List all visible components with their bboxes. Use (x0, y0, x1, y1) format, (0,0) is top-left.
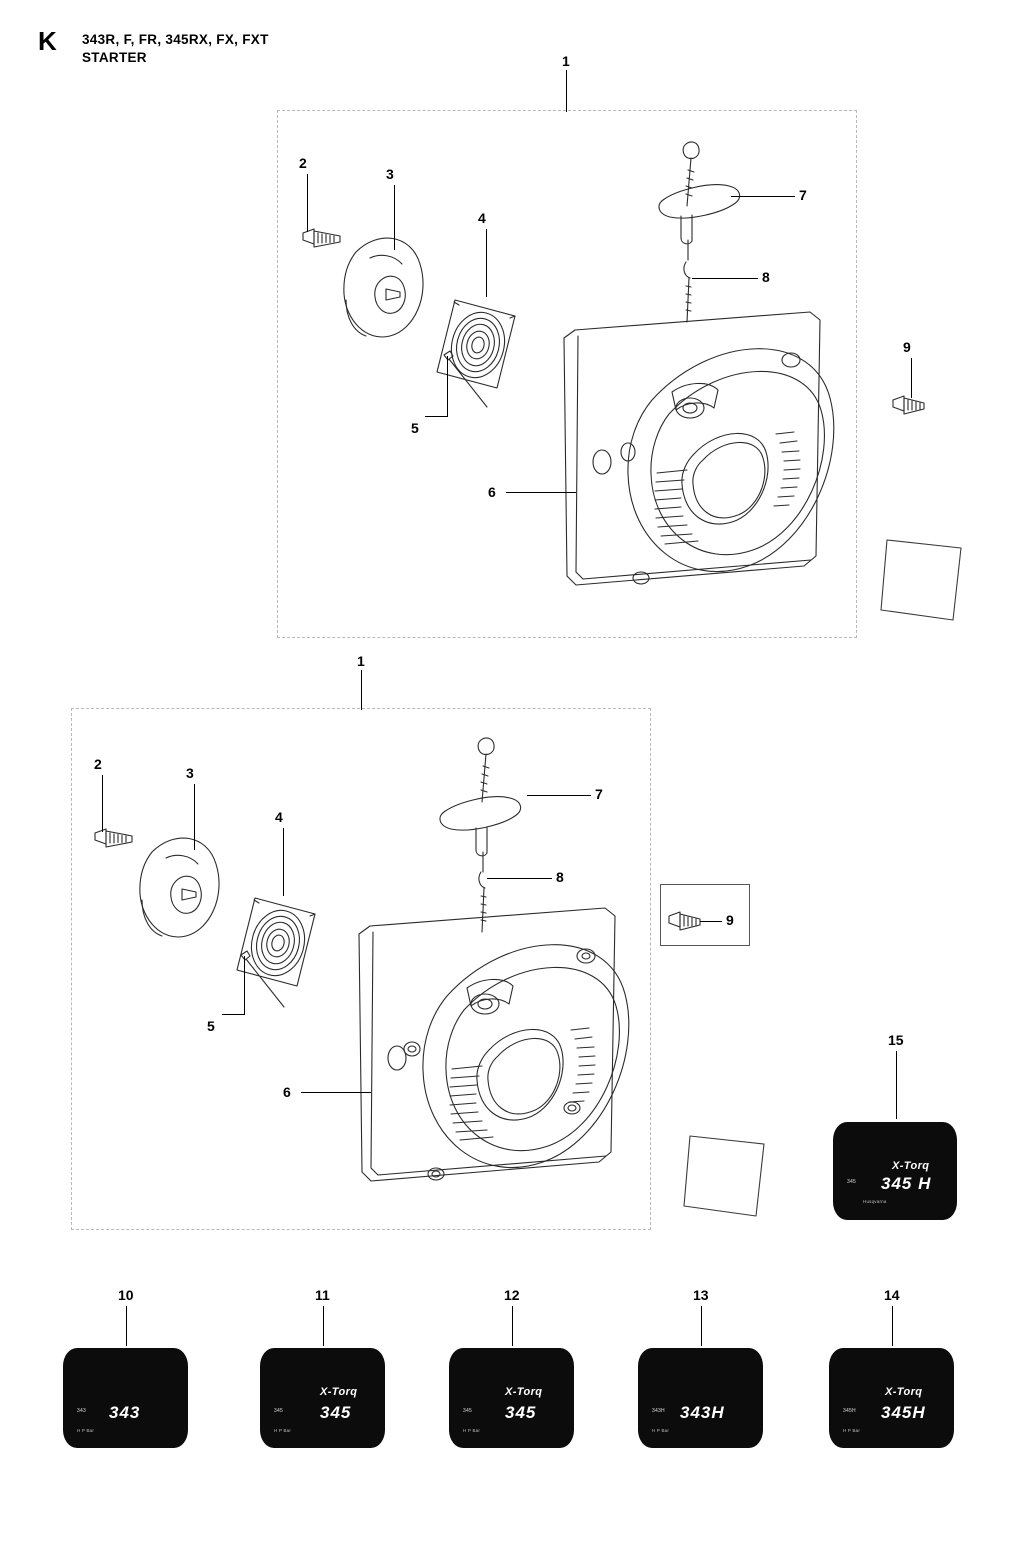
callout-6-bottom: 6 (283, 1084, 291, 1100)
decal-11-tiny2: H P Bar (274, 1428, 292, 1433)
callout-11: 11 (315, 1287, 330, 1303)
callout-1-top: 1 (562, 53, 570, 69)
callout-5-bottom: 5 (207, 1018, 215, 1034)
leader-1-bottom (361, 670, 362, 710)
callout-10: 10 (118, 1287, 134, 1303)
leader-12 (512, 1306, 513, 1346)
leader-1-top (566, 70, 567, 112)
decal-15-tiny2: Husqvarna (863, 1199, 887, 1204)
callout-2-top: 2 (299, 155, 307, 171)
decal-13-model: 343H (680, 1403, 725, 1422)
leader-2-top (307, 174, 308, 232)
leader-5-top (447, 356, 448, 416)
decal-11 (260, 1348, 385, 1448)
callout-9-bottom: 9 (726, 912, 734, 928)
decal-14-brand: X-Torq (885, 1386, 923, 1398)
group-box-top (277, 110, 857, 638)
leader-7-top (731, 196, 795, 197)
decal-12-tiny: 345 (463, 1408, 472, 1414)
callout-3-top: 3 (386, 166, 394, 182)
leader-6-bottom (301, 1092, 371, 1093)
decal-14-tiny: 345H (843, 1408, 856, 1414)
decal-11-brand: X-Torq (320, 1386, 358, 1398)
decal-15-model: 345 H (881, 1174, 932, 1193)
decal-14 (829, 1348, 954, 1448)
screw-inset-box (660, 884, 750, 946)
callout-13: 13 (693, 1287, 709, 1303)
assembly-name: STARTER (82, 50, 147, 66)
decal-13-tiny: 343H (652, 1408, 665, 1414)
callout-9-top: 9 (903, 339, 911, 355)
page-title (82, 31, 269, 67)
decal-14-model: 345H (881, 1403, 926, 1422)
callout-2-bottom: 2 (94, 756, 102, 772)
decal-12-tiny2: H P Bar (463, 1428, 481, 1433)
decal-10 (63, 1348, 188, 1448)
decal-15-brand: X-Torq (892, 1160, 930, 1172)
callout-4-bottom: 4 (275, 809, 283, 825)
callout-1-bottom: 1 (357, 653, 365, 669)
decal-11-tiny: 345 (274, 1408, 283, 1414)
group-box-bottom (71, 708, 651, 1230)
leader-3-top (394, 185, 395, 250)
decal-13 (638, 1348, 763, 1448)
leader-3-bottom (194, 784, 195, 850)
decal-10-tiny: 343 (77, 1408, 86, 1414)
leader-7-bottom (527, 795, 591, 796)
decal-12-model: 345 (505, 1403, 537, 1422)
callout-7-top: 7 (799, 187, 807, 203)
leader-6-top (506, 492, 576, 493)
decal-14-tiny2: H P Bar (843, 1428, 861, 1433)
callout-8-bottom: 8 (556, 869, 564, 885)
leader-8-bottom (487, 878, 552, 879)
callout-5-top: 5 (411, 420, 419, 436)
leader-5-top-h (425, 416, 448, 417)
decal-12 (449, 1348, 574, 1448)
leader-9-top (911, 358, 912, 398)
leader-5-bottom-h (222, 1014, 245, 1015)
callout-15: 15 (888, 1032, 904, 1048)
leader-15 (896, 1051, 897, 1119)
leader-2-bottom (102, 775, 103, 832)
leader-4-bottom (283, 828, 284, 896)
model-list: 343R, F, FR, 345RX, FX, FXT (82, 32, 269, 47)
callout-12: 12 (504, 1287, 520, 1303)
callout-7-bottom: 7 (595, 786, 603, 802)
decal-15-tiny: 345 (847, 1179, 856, 1185)
callout-14: 14 (884, 1287, 900, 1303)
callout-8-top: 8 (762, 269, 770, 285)
decal-10-tiny2: H P Bar (77, 1428, 95, 1433)
callout-3-bottom: 3 (186, 765, 194, 781)
decal-12-brand: X-Torq (505, 1386, 543, 1398)
leader-13 (701, 1306, 702, 1346)
leader-8-top (692, 278, 758, 279)
section-letter: K (38, 26, 57, 56)
leader-14 (892, 1306, 893, 1346)
leader-10 (126, 1306, 127, 1346)
leader-5-bottom (244, 956, 245, 1014)
callout-4-top: 4 (478, 210, 486, 226)
leader-9-bottom (700, 921, 722, 922)
decal-13-tiny2: H P Bar (652, 1428, 670, 1433)
callout-6-top: 6 (488, 484, 496, 500)
decal-10-model: 343 (109, 1403, 141, 1422)
decal-11-model: 345 (320, 1403, 352, 1422)
leader-11 (323, 1306, 324, 1346)
decal-15 (833, 1122, 957, 1220)
leader-4-top (486, 229, 487, 297)
